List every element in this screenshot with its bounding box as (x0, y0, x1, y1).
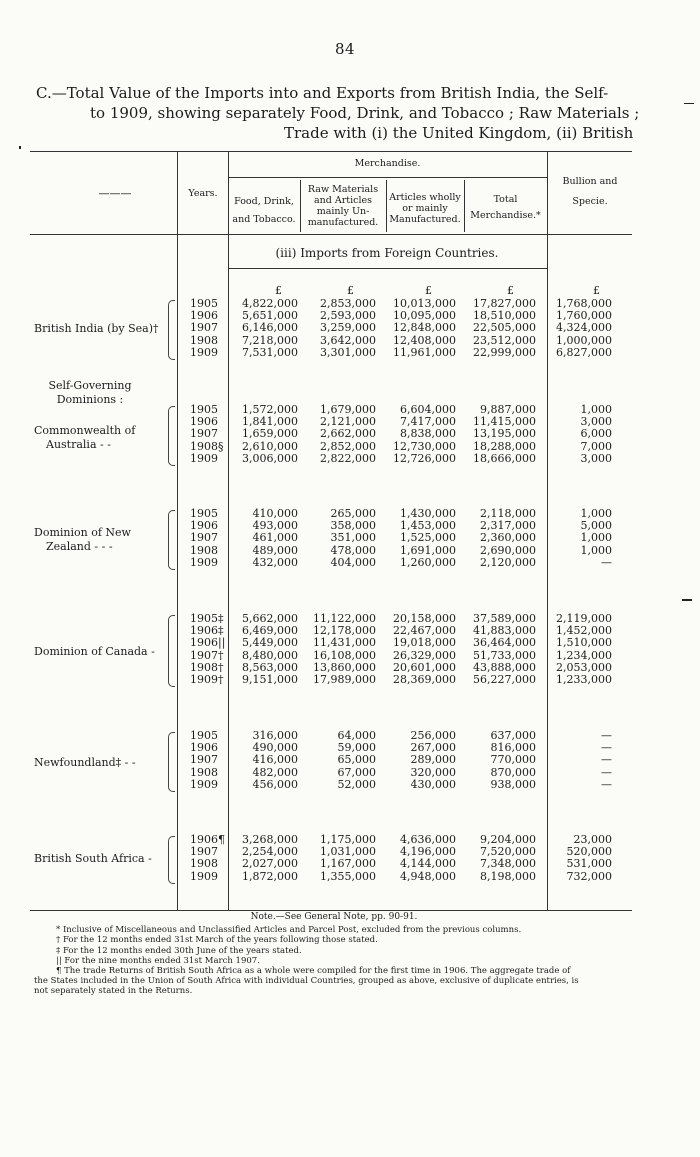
food-values (230, 298, 298, 359)
articles-values (378, 298, 456, 359)
table-title-line-3: Trade with (i) the United Kingdom, (ii) British (284, 124, 634, 142)
food-header (228, 196, 300, 226)
value-cell: 22,999,000 (473, 345, 536, 359)
raw-values (304, 730, 376, 791)
year-cell: 1909 (190, 869, 218, 883)
year-cell: 1909 (190, 451, 218, 465)
value-cell: 7,348,000 (480, 857, 536, 871)
value-cell: 4,822,000 (242, 297, 298, 310)
page-number: 84 (334, 40, 356, 58)
merch-header-rule (228, 177, 548, 178)
value-cell: 22,505,000 (473, 321, 536, 335)
articles-values (378, 834, 456, 883)
group-brace (168, 615, 175, 687)
year-cell: 1907 (190, 321, 218, 335)
merchandise-header: Merchandise. (354, 158, 421, 169)
value-cell: 12,730,000 (393, 439, 456, 453)
year-cell: 1906‡ (190, 624, 224, 638)
currency-food: £ (275, 284, 282, 297)
value-cell: 456,000 (252, 777, 298, 791)
header-bottom-rule (30, 234, 632, 235)
country-name (34, 424, 135, 452)
section-rule (228, 268, 548, 269)
food-header-line-1: Food, Drink, (234, 196, 294, 207)
value-cell: 17,989,000 (313, 673, 376, 687)
value-cell: — (601, 555, 612, 569)
value-cell: 2,662,000 (320, 427, 376, 441)
value-cell: 7,417,000 (400, 415, 456, 429)
country-name (34, 526, 131, 554)
value-cell: 478,000 (330, 543, 376, 557)
value-cell: 1,659,000 (242, 427, 298, 441)
value-cell: 8,838,000 (400, 427, 456, 441)
value-cell: 267,000 (410, 741, 456, 755)
value-cell: 8,198,000 (480, 869, 536, 883)
value-cell: 1,691,000 (400, 543, 456, 557)
value-cell: 9,204,000 (480, 833, 536, 846)
value-cell: 5,651,000 (242, 309, 298, 323)
value-cell: 20,601,000 (393, 660, 456, 674)
value-cell: 430,000 (410, 777, 456, 791)
value-cell: 770,000 (490, 753, 536, 767)
year-list (190, 298, 230, 359)
value-cell: 3,301,000 (320, 345, 376, 359)
margin-mark (684, 103, 694, 104)
value-cell: 65,000 (337, 753, 376, 767)
bullion-header-line-1: Bullion and (562, 176, 618, 187)
year-cell: 1909 (190, 777, 218, 791)
value-cell: 1,679,000 (320, 403, 376, 416)
bullion-values (546, 298, 612, 359)
footnote-pilcrow: ¶ The trade Returns of British South Africa as a whole were compiled for the first time in 1906. The aggregate trade of (56, 966, 571, 977)
value-cell: 482,000 (252, 765, 298, 779)
total-values (458, 613, 536, 686)
value-cell: 11,961,000 (393, 345, 456, 359)
bullion-values (546, 730, 612, 791)
value-cell: 12,178,000 (313, 624, 376, 638)
years-column-left-rule (177, 151, 178, 910)
bullion-header-line-2: Specie. (572, 196, 608, 207)
year-list (190, 613, 230, 686)
value-cell: 1,167,000 (320, 857, 376, 871)
value-cell: 1,572,000 (242, 403, 298, 416)
currency-bullion: £ (593, 284, 600, 297)
total-values (458, 730, 536, 791)
year-list (190, 730, 230, 791)
value-cell: 6,827,000 (556, 345, 612, 359)
footnote-dagger: † For the 12 months ended 31st March of the years following those stated. (56, 935, 378, 946)
raw-header-line-2: and Articles (314, 195, 372, 206)
value-cell: 8,563,000 (242, 660, 298, 674)
value-cell: 8,480,000 (242, 648, 298, 662)
value-cell: 2,610,000 (242, 439, 298, 453)
year-cell: 1908 (190, 857, 218, 871)
year-list (190, 834, 230, 883)
value-cell: 12,408,000 (393, 333, 456, 347)
year-cell: 1905 (190, 729, 218, 742)
value-cell: 7,520,000 (480, 845, 536, 859)
value-cell: 1,453,000 (400, 519, 456, 533)
value-cell: 265,000 (330, 507, 376, 520)
value-cell: 9,887,000 (480, 403, 536, 416)
food-header-line-2: and Tobacco. (232, 214, 296, 225)
year-cell: 1907 (190, 427, 218, 441)
year-cell: 1909† (190, 673, 224, 687)
year-list (190, 404, 230, 465)
country-name: Dominion of Canada - (34, 645, 155, 658)
articles-header (386, 192, 464, 225)
value-cell: 12,848,000 (393, 321, 456, 335)
value-cell: 6,146,000 (242, 321, 298, 335)
value-cell: 256,000 (410, 729, 456, 742)
year-cell: 1906 (190, 415, 218, 429)
value-cell: 320,000 (410, 765, 456, 779)
value-cell: 4,324,000 (556, 321, 612, 335)
value-cell: 6,469,000 (242, 624, 298, 638)
country-name: British South Africa - (34, 852, 152, 865)
year-cell: 1908§ (190, 439, 224, 453)
value-cell: 3,259,000 (320, 321, 376, 335)
raw-materials-header (300, 184, 386, 228)
total-values (458, 298, 536, 359)
value-cell: 28,369,000 (393, 673, 456, 687)
value-cell: 11,431,000 (313, 636, 376, 650)
value-cell: 732,000 (566, 869, 612, 883)
currency-total: £ (507, 284, 514, 297)
year-cell: 1906|| (190, 636, 226, 650)
value-cell: 2,317,000 (480, 519, 536, 533)
value-cell: 37,589,000 (473, 612, 536, 625)
articles-values (378, 508, 456, 569)
value-cell: 2,852,000 (320, 439, 376, 453)
value-cell: 432,000 (252, 555, 298, 569)
value-cell: 1,355,000 (320, 869, 376, 883)
raw-header-line-1: Raw Materials (307, 184, 379, 195)
food-values (230, 613, 298, 686)
articles-values (378, 730, 456, 791)
value-cell: 13,195,000 (473, 427, 536, 441)
country-name-line-2: Australia - - (46, 438, 111, 451)
value-cell: 2,119,000 (556, 612, 612, 625)
value-cell: 1,872,000 (242, 869, 298, 883)
value-cell: 18,510,000 (473, 309, 536, 323)
dominions-heading-line-2: Dominions : (56, 393, 124, 406)
value-cell: 1,000 (580, 531, 612, 545)
value-cell: 1,233,000 (556, 673, 612, 687)
value-cell: 67,000 (337, 765, 376, 779)
value-cell: 1,760,000 (556, 309, 612, 323)
raw-header-line-4: manufactured. (307, 217, 379, 228)
value-cell: 490,000 (252, 741, 298, 755)
raw-values (304, 298, 376, 359)
value-cell: 36,464,000 (473, 636, 536, 650)
value-cell: 416,000 (252, 753, 298, 767)
value-cell: 1,260,000 (400, 555, 456, 569)
value-cell: 4,144,000 (400, 857, 456, 871)
value-cell: 20,158,000 (393, 612, 456, 625)
year-cell: 1907 (190, 753, 218, 767)
value-cell: 2,118,000 (480, 507, 536, 520)
value-cell: 404,000 (330, 555, 376, 569)
articles-values (378, 613, 456, 686)
value-cell: 1,430,000 (400, 507, 456, 520)
raw-header-line-3: mainly Un- (316, 206, 370, 217)
value-cell: 1,510,000 (556, 636, 612, 650)
value-cell: 3,642,000 (320, 333, 376, 347)
value-cell: 19,018,000 (393, 636, 456, 650)
value-cell: 351,000 (330, 531, 376, 545)
year-cell: 1908 (190, 543, 218, 557)
total-values (458, 404, 536, 465)
value-cell: 1,031,000 (320, 845, 376, 859)
value-cell: 2,053,000 (556, 660, 612, 674)
value-cell: 2,120,000 (480, 555, 536, 569)
value-cell: 2,690,000 (480, 543, 536, 557)
value-cell: 18,666,000 (473, 451, 536, 465)
year-cell: 1906¶ (190, 833, 225, 846)
value-cell: 51,733,000 (473, 648, 536, 662)
year-cell: 1905 (190, 507, 218, 520)
country-name: Newfoundland‡ - - (34, 756, 136, 769)
total-merchandise-header (464, 194, 547, 222)
bullion-values (546, 404, 612, 465)
value-cell: 11,122,000 (313, 612, 376, 625)
year-cell: 1909 (190, 345, 218, 359)
years-header: Years. (188, 188, 218, 199)
articles-header-line-2: or mainly (402, 203, 448, 214)
value-cell: 18,288,000 (473, 439, 536, 453)
value-cell: 2,121,000 (320, 415, 376, 429)
value-cell: 22,467,000 (393, 624, 456, 638)
year-cell: 1905 (190, 297, 218, 310)
articles-header-line-1: Articles wholly (389, 192, 461, 203)
year-cell: 1908 (190, 765, 218, 779)
country-name: British India (by Sea)† (34, 322, 159, 335)
total-values (458, 508, 536, 569)
value-cell: — (601, 729, 612, 742)
value-cell: 7,000 (580, 439, 612, 453)
total-header-line-2: Merchandise.* (470, 210, 541, 221)
group-brace (168, 510, 175, 570)
value-cell: 23,512,000 (473, 333, 536, 347)
year-cell: 1909 (190, 555, 218, 569)
value-cell: 59,000 (337, 741, 376, 755)
value-cell: 520,000 (566, 845, 612, 859)
footnote-pilcrow-end: not separately stated in the Returns. (34, 986, 193, 997)
value-cell: — (601, 765, 612, 779)
value-cell: 489,000 (252, 543, 298, 557)
value-cell: 1,452,000 (556, 624, 612, 638)
group-brace (168, 836, 175, 884)
value-cell: 23,000 (573, 833, 612, 846)
margin-mark (19, 146, 21, 149)
country-name-line-1: Commonwealth of (34, 424, 136, 437)
total-values (458, 834, 536, 883)
value-cell: 316,000 (252, 729, 298, 742)
value-cell: 9,151,000 (242, 673, 298, 687)
group-brace (168, 406, 175, 466)
year-cell: 1906 (190, 741, 218, 755)
value-cell: 938,000 (490, 777, 536, 791)
currency-articles: £ (425, 284, 432, 297)
value-cell: 2,593,000 (320, 309, 376, 323)
value-cell: 4,948,000 (400, 869, 456, 883)
value-cell: 13,860,000 (313, 660, 376, 674)
food-values (230, 508, 298, 569)
value-cell: 52,000 (337, 777, 376, 791)
footnotes (34, 912, 634, 997)
value-cell: 6,604,000 (400, 403, 456, 416)
value-cell: 410,000 (252, 507, 298, 520)
country-name-line-2: Zealand - - - (46, 540, 113, 553)
value-cell: 1,175,000 (320, 833, 376, 846)
table-title-line-2: to 1909, showing separately Food, Drink, and Tobacco ; Raw Materials ; (90, 104, 640, 122)
footnote-pilcrow-continued: the States included in the Union of South Africa with individual Countries, grouped as above, exclusive of duplicate entries, is (34, 976, 579, 987)
value-cell: 5,449,000 (242, 636, 298, 650)
value-cell: 43,888,000 (473, 660, 536, 674)
table-title-line-1: C.—Total Value of the Imports into and Exports from British India, the Self- (36, 84, 609, 102)
year-cell: 1908 (190, 333, 218, 347)
year-cell: 1906 (190, 519, 218, 533)
stub-header: ——— (98, 187, 132, 200)
value-cell: 2,853,000 (320, 297, 376, 310)
footnote-asterisk: * Inclusive of Miscellaneous and Unclassified Articles and Parcel Post, excluded from the previous columns. (56, 925, 522, 936)
value-cell: — (601, 777, 612, 791)
value-cell: 12,726,000 (393, 451, 456, 465)
food-values (230, 834, 298, 883)
articles-values (378, 404, 456, 465)
value-cell: 2,254,000 (242, 845, 298, 859)
currency-raw: £ (347, 284, 354, 297)
bullion-values (546, 834, 612, 883)
dominions-heading-line-1: Self-Governing (48, 379, 132, 392)
year-cell: 1908† (190, 660, 224, 674)
country-name-line-1: Dominion of New (34, 526, 131, 539)
value-cell: 461,000 (252, 531, 298, 545)
value-cell: 1,525,000 (400, 531, 456, 545)
value-cell: 3,006,000 (242, 451, 298, 465)
raw-values (304, 404, 376, 465)
value-cell: 2,360,000 (480, 531, 536, 545)
year-cell: 1907 (190, 845, 218, 859)
value-cell: 3,000 (580, 451, 612, 465)
value-cell: 637,000 (490, 729, 536, 742)
value-cell: 1,000 (580, 543, 612, 557)
footnote-parallel: || For the nine months ended 31st March 1907. (56, 955, 260, 966)
year-cell: 1907† (190, 648, 224, 662)
value-cell: 56,227,000 (473, 673, 536, 687)
value-cell: 4,196,000 (400, 845, 456, 859)
value-cell: 6,000 (580, 427, 612, 441)
bullion-values (546, 508, 612, 569)
value-cell: 5,662,000 (242, 612, 298, 625)
value-cell: 1,234,000 (556, 648, 612, 662)
total-header-line-1: Total (493, 194, 518, 205)
value-cell: 870,000 (490, 765, 536, 779)
value-cell: 816,000 (490, 741, 536, 755)
value-cell: 3,000 (580, 415, 612, 429)
year-cell: 1906 (190, 309, 218, 323)
value-cell: 531,000 (566, 857, 612, 871)
value-cell: 1,000 (580, 507, 612, 520)
general-note: Note.—See General Note, pp. 90-91. (250, 912, 418, 922)
value-cell: 289,000 (410, 753, 456, 767)
value-cell: — (601, 753, 612, 767)
value-cell: 7,218,000 (242, 333, 298, 347)
year-cell: 1905 (190, 403, 218, 416)
value-cell: 17,827,000 (473, 297, 536, 310)
table-top-rule (30, 151, 632, 152)
value-cell: 3,268,000 (242, 833, 298, 846)
value-cell: 1,000,000 (556, 333, 612, 347)
value-cell: 2,822,000 (320, 451, 376, 465)
value-cell: 1,841,000 (242, 415, 298, 429)
value-cell: 26,329,000 (393, 648, 456, 662)
group-brace (168, 732, 175, 792)
raw-values (304, 834, 376, 883)
value-cell: 64,000 (337, 729, 376, 742)
value-cell: 1,768,000 (556, 297, 612, 310)
value-cell: 493,000 (252, 519, 298, 533)
value-cell: 5,000 (580, 519, 612, 533)
value-cell: — (601, 741, 612, 755)
raw-values (304, 508, 376, 569)
value-cell: 358,000 (330, 519, 376, 533)
bullion-header (548, 176, 632, 208)
value-cell: 41,883,000 (473, 624, 536, 638)
dominions-heading (30, 379, 150, 407)
value-cell: 11,415,000 (473, 415, 536, 429)
food-values (230, 730, 298, 791)
value-cell: 2,027,000 (242, 857, 298, 871)
value-cell: 1,000 (580, 403, 612, 416)
value-cell: 7,531,000 (242, 345, 298, 359)
raw-values (304, 613, 376, 686)
year-cell: 1907 (190, 531, 218, 545)
section-title: (iii) Imports from Foreign Countries. (275, 246, 499, 260)
year-list (190, 508, 230, 569)
value-cell: 10,095,000 (393, 309, 456, 323)
bullion-values (546, 613, 612, 686)
year-cell: 1905‡ (190, 612, 224, 625)
value-cell: 4,636,000 (400, 833, 456, 846)
articles-header-line-3: Manufactured. (389, 214, 461, 225)
table-bottom-rule (30, 910, 632, 911)
value-cell: 10,013,000 (393, 297, 456, 310)
margin-mark (682, 599, 692, 601)
value-cell: 16,108,000 (313, 648, 376, 662)
group-brace (168, 300, 175, 360)
footnote-double-dagger: ‡ For the 12 months ended 30th June of the years stated. (56, 945, 302, 956)
food-values (230, 404, 298, 465)
